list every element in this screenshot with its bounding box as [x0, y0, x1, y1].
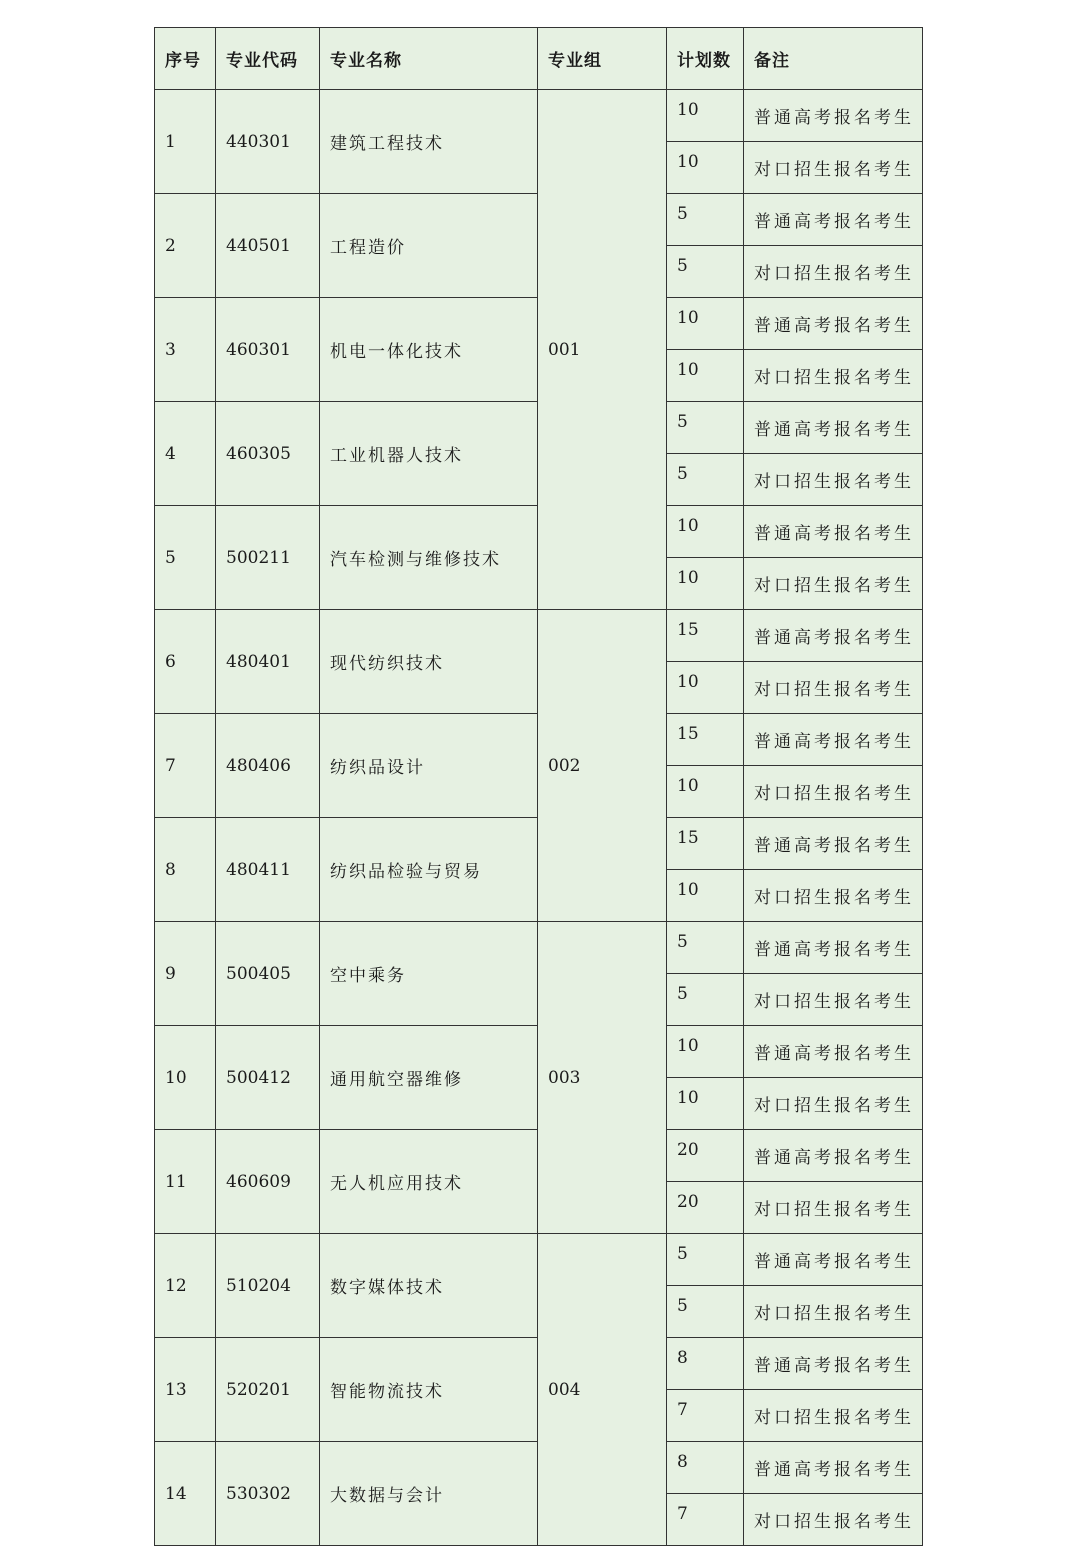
- cell-plan: 8: [667, 1338, 744, 1390]
- cell-note: 对口招生报名考生: [744, 558, 923, 610]
- cell-note: 对口招生报名考生: [744, 974, 923, 1026]
- cell-name: 大数据与会计: [320, 1442, 538, 1546]
- cell-note: 普通高考报名考生: [744, 1130, 923, 1182]
- cell-note: 对口招生报名考生: [744, 246, 923, 298]
- table-row: [155, 1234, 923, 1286]
- cell-note: 普通高考报名考生: [744, 194, 923, 246]
- cell-seq: 1: [155, 90, 216, 194]
- table-row: [155, 610, 923, 662]
- cell-seq: 4: [155, 402, 216, 506]
- cell-code: 500412: [216, 1026, 320, 1130]
- cell-note: 普通高考报名考生: [744, 610, 923, 662]
- cell-name: 工业机器人技术: [320, 402, 538, 506]
- table-row: [155, 90, 923, 142]
- cell-note: 对口招生报名考生: [744, 454, 923, 506]
- cell-note: 普通高考报名考生: [744, 818, 923, 870]
- cell-seq: 3: [155, 298, 216, 402]
- cell-seq: 11: [155, 1130, 216, 1234]
- cell-name: 纺织品检验与贸易: [320, 818, 538, 922]
- cell-plan: 10: [667, 350, 744, 402]
- cell-code: 440501: [216, 194, 320, 298]
- cell-note: 对口招生报名考生: [744, 1078, 923, 1130]
- cell-plan: 20: [667, 1130, 744, 1182]
- cell-plan: 10: [667, 142, 744, 194]
- cell-name: 空中乘务: [320, 922, 538, 1026]
- cell-seq: 12: [155, 1234, 216, 1338]
- cell-note: 对口招生报名考生: [744, 142, 923, 194]
- cell-seq: 6: [155, 610, 216, 714]
- cell-note: 普通高考报名考生: [744, 714, 923, 766]
- cell-name: 汽车检测与维修技术: [320, 506, 538, 610]
- cell-seq: 9: [155, 922, 216, 1026]
- cell-note: 对口招生报名考生: [744, 766, 923, 818]
- cell-code: 460609: [216, 1130, 320, 1234]
- cell-plan: 10: [667, 766, 744, 818]
- cell-plan: 10: [667, 90, 744, 142]
- cell-code: 460305: [216, 402, 320, 506]
- cell-seq: 5: [155, 506, 216, 610]
- cell-name: 纺织品设计: [320, 714, 538, 818]
- table-body: [155, 90, 923, 1546]
- table-row: [155, 922, 923, 974]
- cell-name: 通用航空器维修: [320, 1026, 538, 1130]
- cell-plan: 10: [667, 662, 744, 714]
- cell-plan: 20: [667, 1182, 744, 1234]
- cell-note: 普通高考报名考生: [744, 922, 923, 974]
- cell-group: 003: [538, 922, 667, 1234]
- cell-plan: 5: [667, 402, 744, 454]
- cell-plan: 10: [667, 506, 744, 558]
- cell-name: 现代纺织技术: [320, 610, 538, 714]
- cell-code: 480406: [216, 714, 320, 818]
- cell-note: 普通高考报名考生: [744, 90, 923, 142]
- cell-name: 工程造价: [320, 194, 538, 298]
- cell-code: 520201: [216, 1338, 320, 1442]
- header-plan: 计划数: [667, 28, 744, 90]
- cell-plan: 15: [667, 818, 744, 870]
- cell-note: 普通高考报名考生: [744, 1026, 923, 1078]
- cell-note: 对口招生报名考生: [744, 1286, 923, 1338]
- cell-plan: 5: [667, 1286, 744, 1338]
- cell-note: 对口招生报名考生: [744, 1182, 923, 1234]
- cell-plan: 5: [667, 922, 744, 974]
- header-group: 专业组: [538, 28, 667, 90]
- cell-seq: 7: [155, 714, 216, 818]
- cell-name: 建筑工程技术: [320, 90, 538, 194]
- cell-note: 普通高考报名考生: [744, 402, 923, 454]
- cell-plan: 5: [667, 974, 744, 1026]
- cell-note: 对口招生报名考生: [744, 350, 923, 402]
- header-seq: 序号: [155, 28, 216, 90]
- cell-plan: 5: [667, 1234, 744, 1286]
- cell-note: 普通高考报名考生: [744, 506, 923, 558]
- cell-plan: 5: [667, 194, 744, 246]
- header-note: 备注: [744, 28, 923, 90]
- cell-code: 460301: [216, 298, 320, 402]
- cell-group: 001: [538, 90, 667, 610]
- cell-note: 对口招生报名考生: [744, 1494, 923, 1546]
- cell-plan: 10: [667, 1078, 744, 1130]
- header-row: [155, 28, 923, 90]
- cell-seq: 14: [155, 1442, 216, 1546]
- cell-plan: 10: [667, 298, 744, 350]
- cell-plan: 10: [667, 558, 744, 610]
- cell-note: 普通高考报名考生: [744, 1338, 923, 1390]
- cell-seq: 8: [155, 818, 216, 922]
- cell-code: 500405: [216, 922, 320, 1026]
- cell-plan: 15: [667, 714, 744, 766]
- cell-plan: 5: [667, 246, 744, 298]
- cell-group: 004: [538, 1234, 667, 1546]
- header-code: 专业代码: [216, 28, 320, 90]
- cell-plan: 8: [667, 1442, 744, 1494]
- cell-code: 510204: [216, 1234, 320, 1338]
- cell-note: 普通高考报名考生: [744, 1442, 923, 1494]
- cell-note: 普通高考报名考生: [744, 1234, 923, 1286]
- cell-code: 440301: [216, 90, 320, 194]
- cell-plan: 15: [667, 610, 744, 662]
- cell-seq: 13: [155, 1338, 216, 1442]
- cell-code: 500211: [216, 506, 320, 610]
- cell-seq: 10: [155, 1026, 216, 1130]
- cell-note: 对口招生报名考生: [744, 870, 923, 922]
- cell-note: 对口招生报名考生: [744, 1390, 923, 1442]
- cell-name: 数字媒体技术: [320, 1234, 538, 1338]
- cell-note: 对口招生报名考生: [744, 662, 923, 714]
- header-name: 专业名称: [320, 28, 538, 90]
- cell-plan: 10: [667, 1026, 744, 1078]
- cell-code: 530302: [216, 1442, 320, 1546]
- cell-name: 机电一体化技术: [320, 298, 538, 402]
- cell-group: 002: [538, 610, 667, 922]
- cell-code: 480401: [216, 610, 320, 714]
- cell-plan: 7: [667, 1390, 744, 1442]
- cell-plan: 10: [667, 870, 744, 922]
- cell-note: 普通高考报名考生: [744, 298, 923, 350]
- cell-plan: 7: [667, 1494, 744, 1546]
- cell-plan: 5: [667, 454, 744, 506]
- cell-code: 480411: [216, 818, 320, 922]
- enrollment-plan-table: [154, 27, 923, 1546]
- cell-name: 无人机应用技术: [320, 1130, 538, 1234]
- cell-name: 智能物流技术: [320, 1338, 538, 1442]
- cell-seq: 2: [155, 194, 216, 298]
